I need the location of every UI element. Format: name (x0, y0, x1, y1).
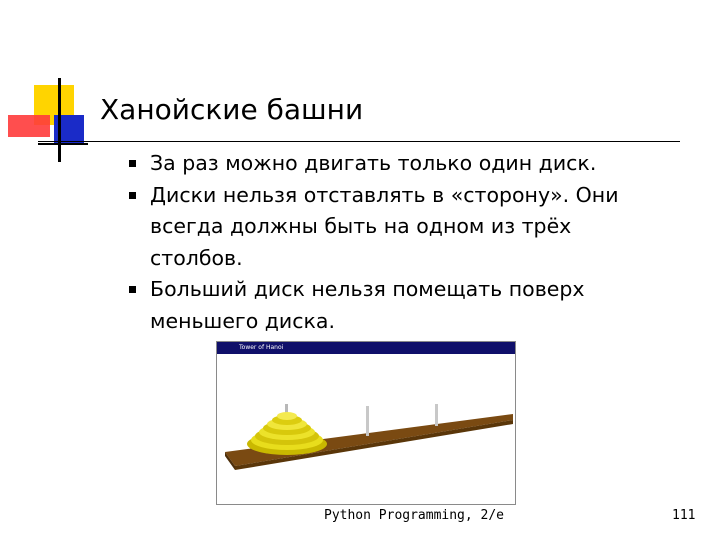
footer-text: Python Programming, 2/e (324, 508, 505, 523)
square-bullet-icon (129, 160, 136, 167)
square-bullet-icon (129, 192, 136, 199)
deco-red-rect (8, 115, 50, 137)
bullet-item (120, 180, 660, 275)
square-bullet-icon (129, 286, 136, 293)
bullet-text: Больший диск нельзя помещать поверх меньшего диска. (150, 277, 585, 333)
deco-horizontal-line (38, 143, 88, 145)
bullet-text: За раз можно двигать только один диск. (150, 151, 597, 175)
window-title: Tower of Hanoi (239, 344, 284, 351)
peg-right (435, 404, 438, 426)
bullet-item (120, 148, 660, 180)
peg-middle (366, 406, 369, 436)
bullet-item (120, 274, 660, 337)
window-title-bar (217, 342, 515, 354)
disk-8 (277, 412, 297, 420)
page-title: Ханойские башни (100, 93, 364, 126)
hanoi-scene (217, 354, 515, 504)
deco-vertical-line (58, 78, 61, 162)
hanoi-screenshot-window (216, 341, 516, 505)
title-divider (38, 141, 680, 142)
corner-decoration (0, 0, 110, 170)
bullet-text: Диски нельзя отставлять в «сторону». Они всегда должны быть на одном из трёх столбов. (150, 182, 619, 270)
bullet-list (120, 148, 660, 337)
page-number: 111 (672, 508, 696, 523)
